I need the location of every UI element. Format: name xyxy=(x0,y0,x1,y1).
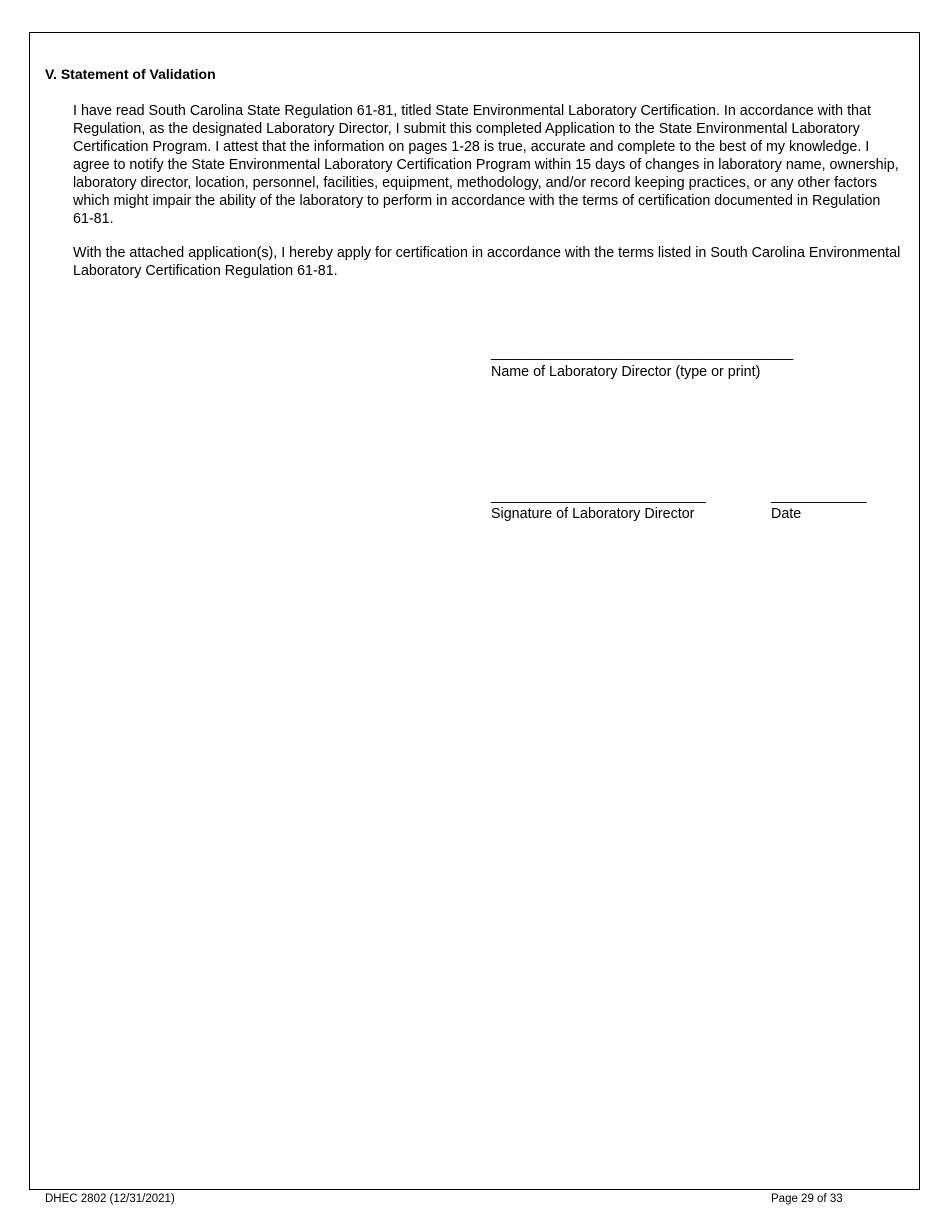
director-signature-field[interactable]: ___________________________ xyxy=(491,488,706,504)
section-heading: V. Statement of Validation xyxy=(45,66,216,82)
date-field[interactable]: ____________ xyxy=(771,488,867,504)
validation-statement-paragraph: I have read South Carolina State Regulation 61-81, titled State Environmental Laboratory Certification. In accordance with that Regulation, as the designated Laboratory Director, I submit this completed Application to the State Environmental Laboratory Certification Program. I attest that the information on pages 1-28 is true, accurate and complete to the best of my knowledge. I agree to notify the State Environmental Laboratory Certification Program within 15 days of changes in laboratory name, ownership, laboratory director, location, personnel, facilities, equipment, methodology, and/or record keeping practices, or any other factors which might impair the ability of the laboratory to perform in accordance with the terms of certification documented in Regulation 61-81. xyxy=(73,103,899,227)
director-signature-label: Signature of Laboratory Director xyxy=(491,506,695,522)
director-name-field[interactable]: ______________________________________ xyxy=(491,345,794,361)
application-statement-paragraph: With the attached application(s), I hereby apply for certification in accordance with the terms listed in South Carolina Environmental Laboratory Certification Regulation 61-81. xyxy=(73,245,901,279)
form-id: DHEC 2802 (12/31/2021) xyxy=(45,1193,175,1205)
date-label: Date xyxy=(771,506,802,522)
page-number: Page 29 of 33 xyxy=(771,1193,843,1205)
director-name-label: Name of Laboratory Director (type or print) xyxy=(491,364,761,380)
